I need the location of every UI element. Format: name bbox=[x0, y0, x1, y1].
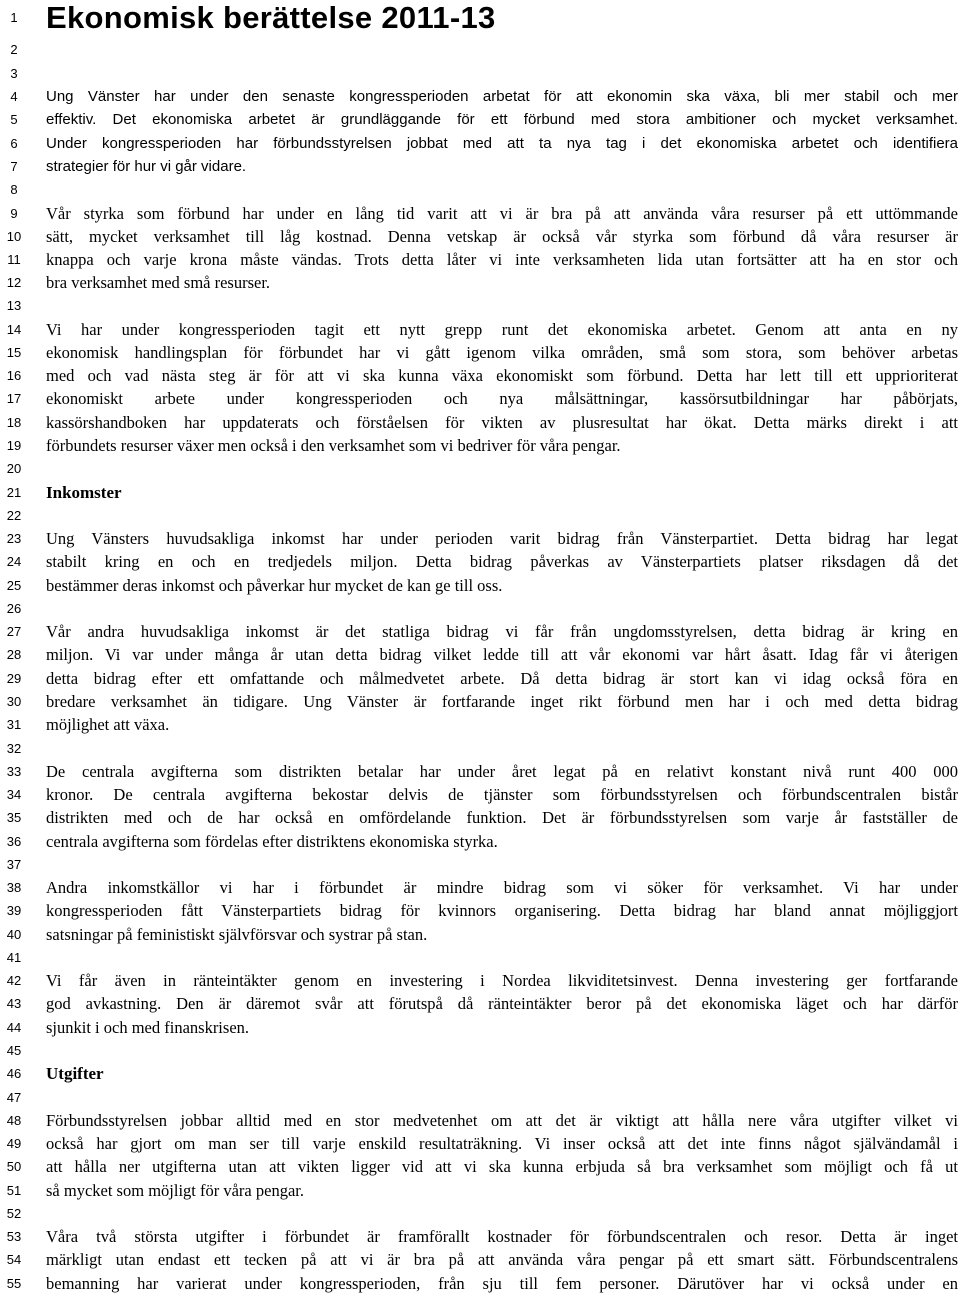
text-line: sjunkit i och med finanskrisen. bbox=[46, 1018, 250, 1037]
line-number: 49 bbox=[6, 1136, 22, 1151]
line-number: 29 bbox=[6, 671, 22, 686]
line-number: 35 bbox=[6, 810, 22, 825]
text-line: Våra två största utgifter i förbundet är framförallt kostnader för förbundscentralen och resor. Detta är inget bbox=[46, 1227, 958, 1246]
line-number: 42 bbox=[6, 973, 22, 988]
text-line: med och vad nästa steg är för att vi ska kunna växa ekonomiskt som förbund. Detta har lett till ett upprioriterat bbox=[46, 366, 958, 385]
line-number: 31 bbox=[6, 717, 22, 732]
line-number: 30 bbox=[6, 694, 22, 709]
line-number: 8 bbox=[10, 182, 18, 197]
text-line: centrala avgifterna som fördelas efter distriktens ekonomiska styrka. bbox=[46, 832, 498, 851]
line-number: 19 bbox=[6, 438, 22, 453]
text-line: knappa och varje krona måste vändas. Trots detta låter vi inte verksamheten lida utan fortsätter att ha en stor och bbox=[46, 250, 958, 269]
text-line: Under kongressperioden har förbundsstyrelsen jobbat med att ta nya tag i det ekonomiska arbetet och identifiera bbox=[46, 135, 958, 152]
text-line: detta bidrag efter ett omfattande och målmedvetet arbete. Då detta bidrag är stort kan vi idag också föra en bbox=[46, 669, 958, 688]
line-number: 22 bbox=[6, 508, 22, 523]
text-line: märkligt utan endast ett tecken på att vi är bra på att använda våra pengar på ett smart sätt. Förbundscentralens bbox=[46, 1250, 958, 1269]
line-number: 33 bbox=[6, 764, 22, 779]
text-line: distrikten med och de har också en omfördelande funktion. Det är förbundsstyrelsen som varje år fastställer de bbox=[46, 808, 958, 827]
text-line: Vi har under kongressperioden tagit ett nytt grepp runt det ekonomiska arbetet. Genom att anta en ny bbox=[46, 320, 958, 339]
line-number: 55 bbox=[6, 1276, 22, 1291]
line-number: 44 bbox=[6, 1020, 22, 1035]
line-number: 24 bbox=[6, 554, 22, 569]
text-line: Vår styrka som förbund har under en lång tid varit att vi är bra på att använda våra resurser på ett uttömmande bbox=[46, 204, 958, 223]
text-line: satsningar på feministiskt självförsvar och systrar på stan. bbox=[46, 925, 428, 944]
line-number: 13 bbox=[6, 298, 22, 313]
line-number: 38 bbox=[6, 880, 22, 895]
text-line: bestämmer deras inkomst och påverkar hur mycket de kan ge till oss. bbox=[46, 576, 503, 595]
line-number: 2 bbox=[10, 42, 18, 57]
line-number: 11 bbox=[7, 252, 21, 267]
text-line: De centrala avgifterna som distrikten betalar har under året legat på en relativt konstant nivå runt 400 000 bbox=[46, 762, 958, 781]
text-line: bredare verksamhet än tidigare. Ung Vänster är fortfarande inget rikt förbund men har i och med detta bidrag bbox=[46, 692, 958, 711]
text-line: strategier för hur vi går vidare. bbox=[46, 158, 247, 175]
line-number: 53 bbox=[6, 1229, 22, 1244]
text-line: god avkastning. Den är däremot svår att förutspå då ränteintäkter beror på det ekonomiska läget och har därför bbox=[46, 994, 958, 1013]
line-number: 9 bbox=[10, 206, 18, 221]
line-number: 5 bbox=[10, 112, 18, 127]
line-number: 10 bbox=[6, 229, 22, 244]
line-number: 34 bbox=[6, 787, 22, 802]
line-number: 12 bbox=[6, 275, 22, 290]
text-line: ekonomisk handlingsplan för förbundet har vi gått igenom vilka områden, små som stora, som behöver arbetas bbox=[46, 343, 958, 362]
line-number: 25 bbox=[6, 578, 22, 593]
text-line: också har gjort om man ser till varje enskild resultaträkning. Vi inser också att det inte finns något självändamål i bbox=[46, 1134, 958, 1153]
line-number: 50 bbox=[6, 1159, 22, 1174]
line-number: 6 bbox=[10, 136, 18, 151]
text-line: möjlighet att växa. bbox=[46, 715, 170, 734]
line-number: 27 bbox=[6, 624, 22, 639]
line-number: 28 bbox=[6, 647, 22, 662]
text-line: Vi får även in ränteintäkter genom en investering i Nordea likviditetsinvest. Denna investering ger fortfarande bbox=[46, 971, 958, 990]
text-line: Förbundsstyrelsen jobbar alltid med en stor medvetenhet om att det är viktigt att hålla nere våra utgifter vilket vi bbox=[46, 1111, 958, 1130]
text-line: kronor. De centrala avgifterna bekostar delvis de tjänster som förbundsstyrelsen och förbundscentralen bistår bbox=[46, 785, 958, 804]
line-number: 1 bbox=[10, 10, 18, 25]
line-number: 52 bbox=[6, 1206, 22, 1221]
line-number: 36 bbox=[6, 834, 22, 849]
line-number: 32 bbox=[6, 741, 22, 756]
line-number: 7 bbox=[10, 159, 18, 174]
text-line: bemanning har varierat under kongressperioden, från sju till fem personer. Därutöver har vi också under en bbox=[46, 1274, 958, 1293]
text-line: sätt, mycket verksamhet till låg kostnad. Denna vetskap är också vår styrka som förbund då våra resurser är bbox=[46, 227, 958, 246]
line-number: 37 bbox=[6, 857, 22, 872]
text-line: att hålla ner utgifterna utan att vikten ligger vid att vi ska kunna erbjuda så bra verksamhet som möjligt och få ut bbox=[46, 1157, 958, 1176]
line-number: 26 bbox=[6, 601, 22, 616]
text-line: kongressperioden fått Vänsterpartiets bidrag för kvinnors organisering. Detta bidrag har bland annat möjliggjort bbox=[46, 901, 958, 920]
text-line: stabilt kring en och en tredjedels miljon. Detta bidrag påverkas av Vänsterpartiets platser riksdagen då det bbox=[46, 552, 958, 571]
line-number: 14 bbox=[6, 322, 22, 337]
text-line: förbundets resurser växer men också i den verksamhet som vi bedriver för våra pengar. bbox=[46, 436, 621, 455]
text-line: så mycket som möjligt för våra pengar. bbox=[46, 1181, 304, 1200]
line-number: 45 bbox=[6, 1043, 22, 1058]
line-number: 18 bbox=[6, 415, 22, 430]
line-number: 20 bbox=[6, 461, 22, 476]
line-number: 48 bbox=[6, 1113, 22, 1128]
line-number: 16 bbox=[6, 368, 22, 383]
line-number: 15 bbox=[6, 345, 22, 360]
text-line: ekonomiskt arbete under kongressperioden och nya målsättningar, kassörsutbildningar har påbörjats, bbox=[46, 389, 958, 408]
line-number: 41 bbox=[6, 950, 22, 965]
text-line: kassörshandboken har uppdaterats och förståelsen för vikten av plusresultat har ökat. Detta märks direkt i att bbox=[46, 413, 958, 432]
line-number: 21 bbox=[6, 485, 22, 500]
line-number: 47 bbox=[6, 1090, 22, 1105]
line-number: 3 bbox=[10, 66, 18, 81]
text-line: miljon. Vi var under många år utan detta bidrag vilket ledde till att vår ekonomi var hårt åsatt. Idag får vi återigen bbox=[46, 645, 958, 664]
text-line: Ung Vänsters huvudsakliga inkomst har under perioden varit bidrag från Vänsterpartiet. Detta bidrag har legat bbox=[46, 529, 958, 548]
line-number: 43 bbox=[6, 996, 22, 1011]
line-number: 54 bbox=[6, 1252, 22, 1267]
page-title: Ekonomisk berättelse 2011-13 bbox=[46, 0, 496, 35]
line-number: 51 bbox=[6, 1183, 22, 1198]
line-number: 17 bbox=[6, 391, 22, 406]
section-heading-utgifter: Utgifter bbox=[46, 1064, 104, 1083]
line-number: 40 bbox=[6, 927, 22, 942]
text-line: bra verksamhet med små resurser. bbox=[46, 273, 271, 292]
line-number: 46 bbox=[6, 1066, 22, 1081]
line-number: 4 bbox=[10, 89, 18, 104]
text-line: effektiv. Det ekonomiska arbetet är grundläggande för ett förbund med stora ambitioner och mycket verksamhet. bbox=[46, 111, 958, 128]
line-number: 23 bbox=[6, 531, 22, 546]
section-heading-inkomster: Inkomster bbox=[46, 483, 122, 502]
text-line: Ung Vänster har under den senaste kongressperioden arbetat för att ekonomin ska växa, bli mer stabil och mer bbox=[46, 88, 958, 105]
text-line: Andra inkomstkällor vi har i förbundet är mindre bidrag som vi söker för verksamhet. Vi har under bbox=[46, 878, 958, 897]
line-number: 39 bbox=[6, 903, 22, 918]
text-line: Vår andra huvudsakliga inkomst är det statliga bidrag vi får från ungdomsstyrelsen, detta bidrag är kring en bbox=[46, 622, 958, 641]
